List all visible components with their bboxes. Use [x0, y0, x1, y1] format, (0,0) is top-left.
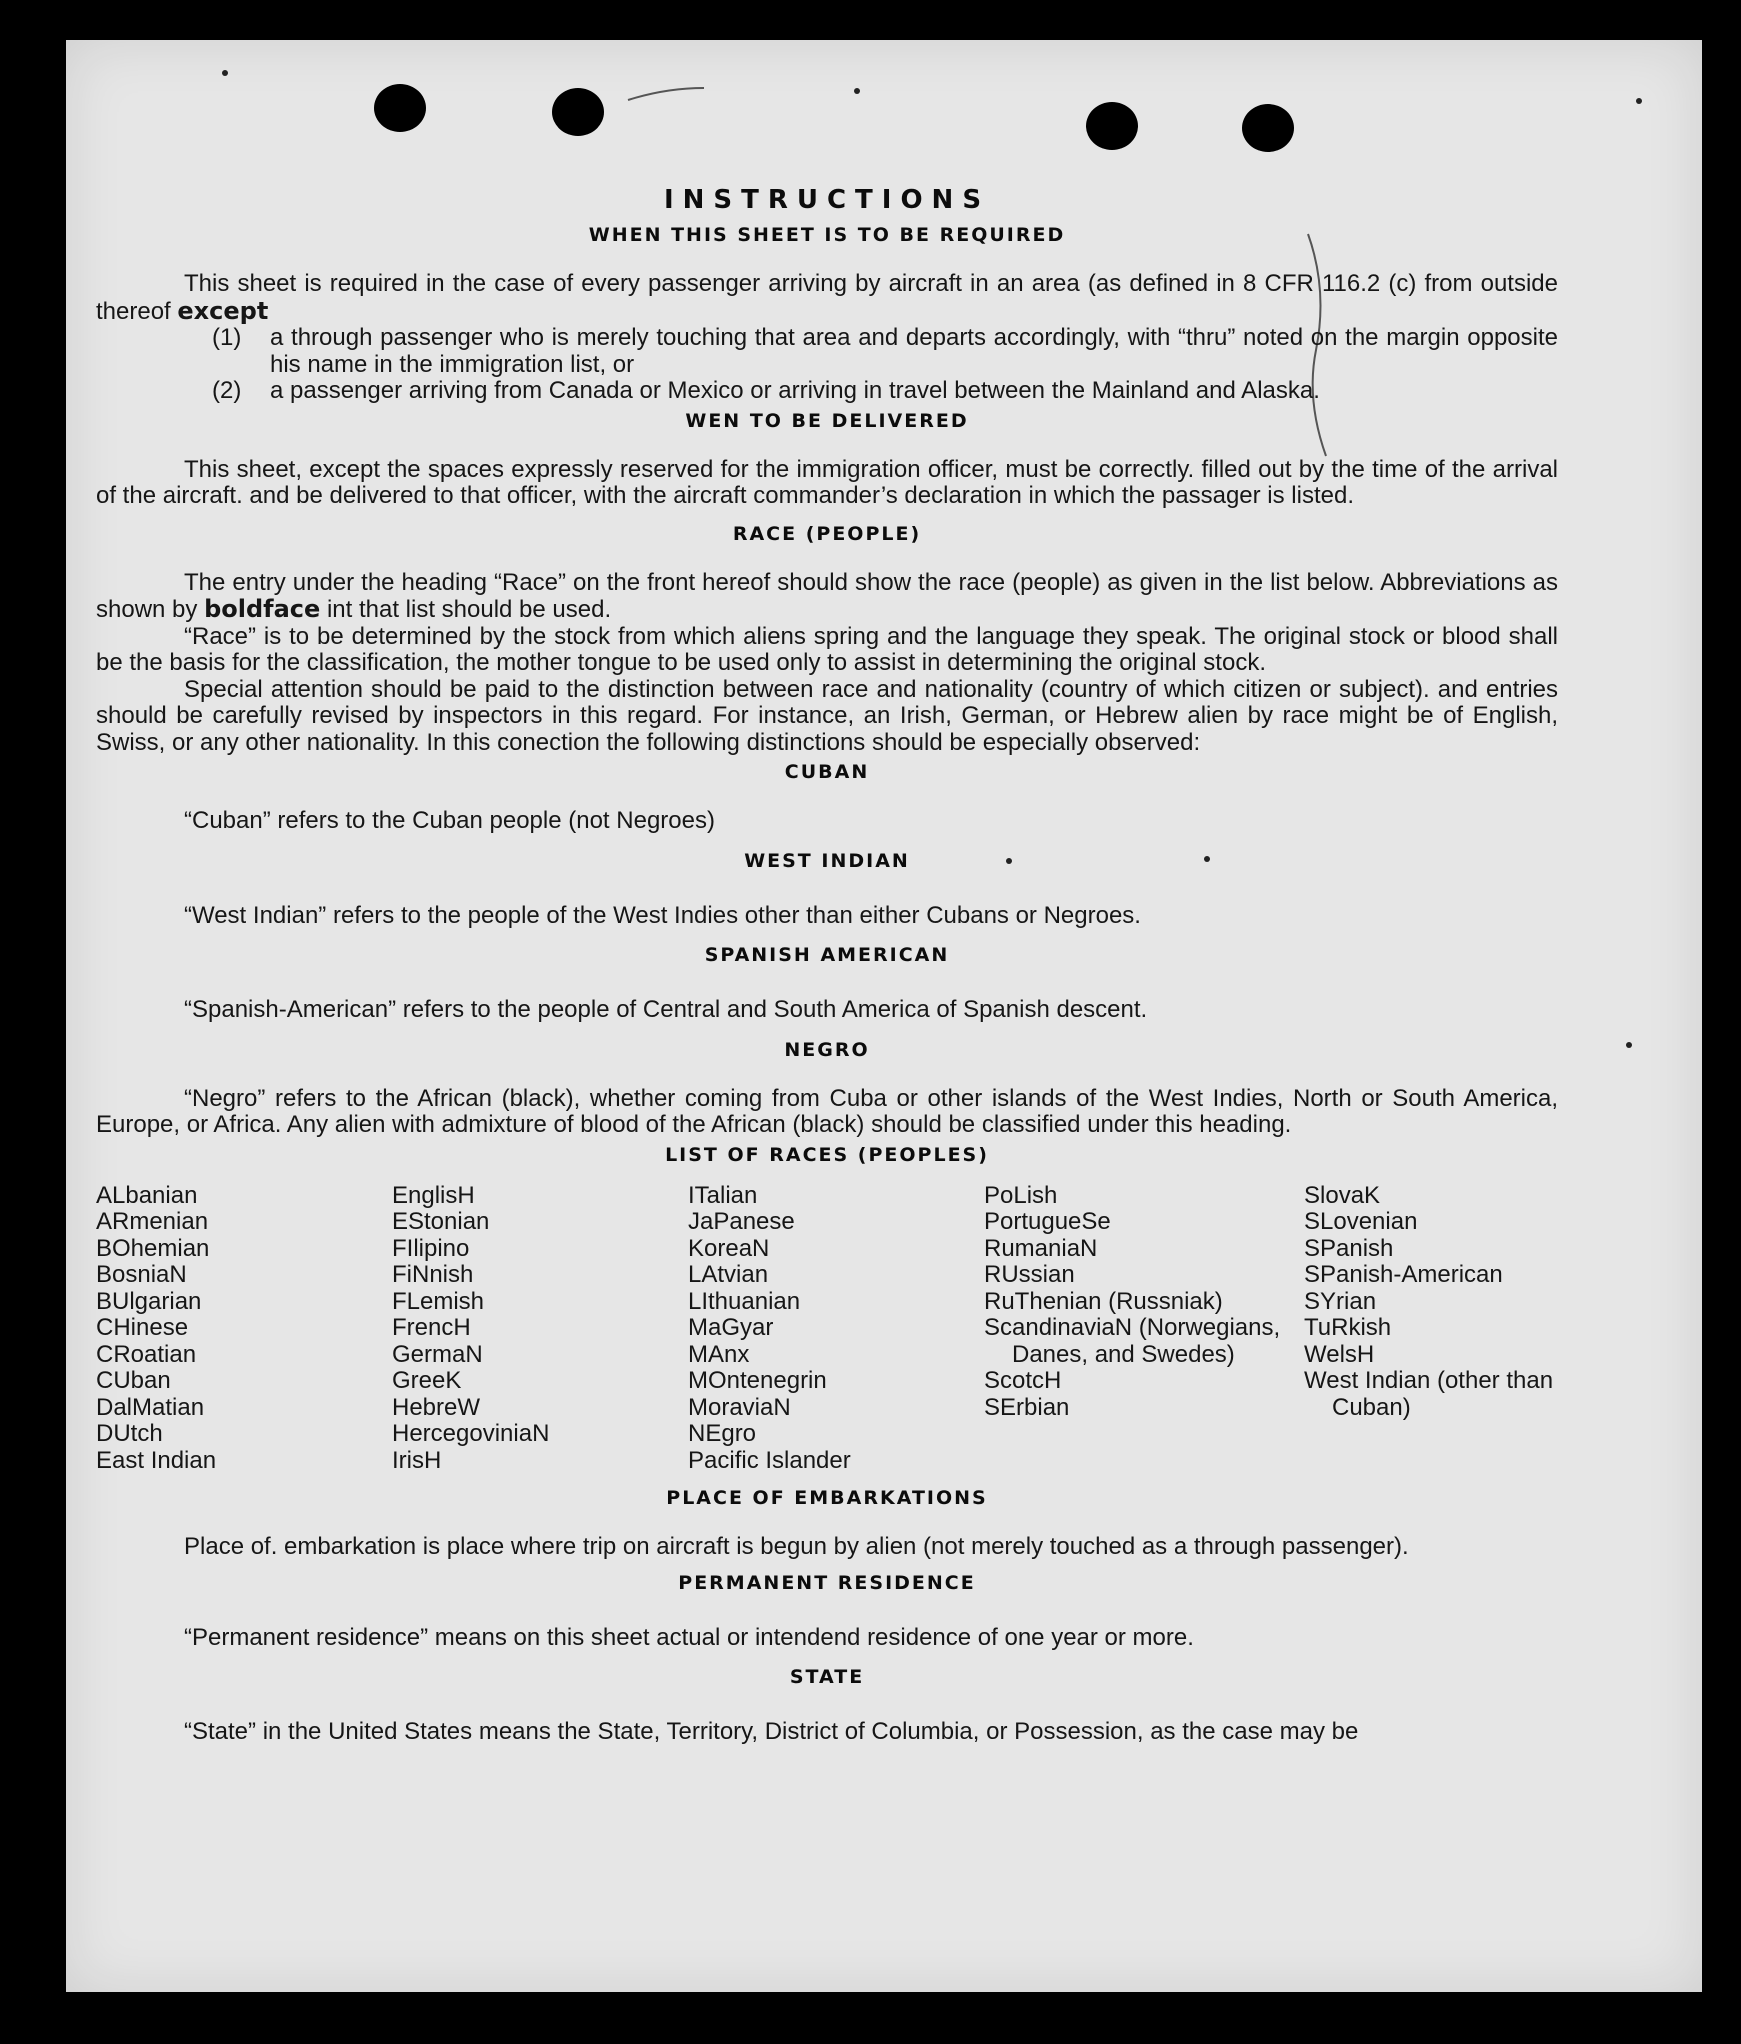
- heading-embarkation: PLACE OF EMBARKATIONS: [666, 1487, 988, 1509]
- race-entry: HebreW: [392, 1393, 481, 1421]
- punch-hole: [1242, 104, 1294, 152]
- race-entry: FiNnish: [392, 1261, 474, 1288]
- race-entry: SPanish: [1304, 1234, 1394, 1262]
- heading-negro: NEGRO: [784, 1038, 870, 1061]
- punch-hole: [374, 84, 426, 132]
- race-entry: BUlgarian: [96, 1287, 202, 1315]
- embarkation-text: Place of. embarkation is place where trip on aircraft is begun by alien (not merely touched as a through passenger).: [184, 1533, 1409, 1560]
- boldface-bold: boldface: [204, 595, 321, 623]
- race-entry: RuThenian (Russniak): [984, 1287, 1223, 1315]
- instructions-body: [96, 181, 1558, 1746]
- race-entry: DalMatian: [96, 1393, 205, 1421]
- except-bold: except: [177, 296, 269, 325]
- delivered-text: This sheet, except the spaces expressly reserved for the immigration officer, must be correctly. filled out by the time of the arrival of the aircraft. and be delivered to that officer, with the aircraft commander’s declaration in which the passager is listed.: [96, 455, 1558, 509]
- race-entry: West Indian (other than Cuban): [1304, 1367, 1554, 1421]
- race-entry: PortugueSe: [984, 1208, 1111, 1235]
- races-column: [96, 1183, 392, 1475]
- race-paragraph-2: “Race” is to be determined by the stock from which aliens spring and the language they speak. The original stock or blood shall be the basis for the classification, the mother tongue to be used only to assist in determining the original stock.: [96, 622, 1558, 676]
- race-entry: PoLish: [984, 1181, 1058, 1209]
- race-entry: East Indian: [96, 1446, 217, 1474]
- required-intro: This sheet is required in the case of every passenger arriving by aircraft in an area (as defined in 8 CFR 116.2 (c) from outside thereof except: [96, 270, 1558, 325]
- race-entry: HercegoviniaN: [392, 1420, 550, 1447]
- punch-hole: [1086, 102, 1138, 150]
- race-entry: Pacific Islander: [688, 1446, 851, 1474]
- race-entry: FLemish: [392, 1287, 485, 1315]
- race-entry: IrisH: [392, 1446, 442, 1474]
- race-entry: WelsH: [1304, 1340, 1375, 1368]
- heading-spanish-american: SPANISH AMERICAN: [704, 944, 950, 966]
- speck: [854, 88, 860, 94]
- race-entry: GermaN: [392, 1340, 483, 1368]
- races-table: [96, 1183, 1558, 1475]
- race-entry: ALbanian: [96, 1181, 198, 1209]
- race-entry: CHinese: [96, 1314, 189, 1341]
- heading-west-indian: WEST INDIAN: [744, 849, 910, 872]
- race-entry: JaPanese: [688, 1208, 795, 1235]
- race-entry: BosniaN: [96, 1261, 187, 1288]
- cuban-text: “Cuban” refers to the Cuban people (not Negroes): [184, 807, 715, 834]
- heading-required: WHEN THIS SHEET IS TO BE REQUIRED: [588, 224, 1066, 246]
- race-entry: SlovaK: [1304, 1181, 1381, 1209]
- item-text: a through passenger who is merely touching that area and departs accordingly, with “thru” noted on the margin opposite his name in the immigration list, or: [270, 324, 1558, 378]
- race-entry: EnglisH: [392, 1181, 475, 1209]
- race-entry: EStonian: [392, 1208, 490, 1235]
- race-entry: ScotcH: [984, 1367, 1062, 1394]
- races-column: [392, 1183, 688, 1475]
- race-entry: MAnx: [688, 1340, 750, 1368]
- race-entry: FIlipino: [392, 1234, 470, 1262]
- race-entry: SLovenian: [1304, 1208, 1418, 1235]
- item-number: (2): [212, 377, 242, 404]
- race-paragraph-3: Special attention should be paid to the distinction between race and nationality (country of which citizen or subject). and entries should be carefully revised by inspectors in this regard. For instance, an Irish, German, or Hebrew alien by race might be of English, Swiss, or any other nationality. In this conection the following distinctions should be especially observed:: [96, 675, 1558, 756]
- races-column: [984, 1183, 1304, 1475]
- speck: [222, 70, 228, 76]
- race-entry: ITalian: [688, 1181, 758, 1209]
- races-column: [688, 1183, 984, 1475]
- race-entry: MOntenegrin: [688, 1367, 827, 1394]
- pencil-mark: [626, 84, 706, 104]
- race-entry: LIthuanian: [688, 1287, 801, 1315]
- race-entry: CUban: [96, 1367, 171, 1394]
- list-item: [212, 325, 1558, 378]
- race-entry: LAtvian: [688, 1261, 769, 1288]
- negro-text: “Negro” refers to the African (black), whether coming from Cuba or other islands of the West Indies, North or South America, Europe, or Africa. Any alien with admixture of blood of the African (black) should be classified under this heading.: [96, 1084, 1558, 1138]
- race-entry: TuRkish: [1304, 1314, 1392, 1341]
- race-entry: SPanish-American: [1304, 1261, 1503, 1288]
- heading-permanent-residence: PERMANENT RESIDENCE: [678, 1571, 976, 1594]
- west-indian-text: “West Indian” refers to the people of the West Indies other than either Cubans or Negroes.: [184, 901, 1141, 929]
- heading-cuban: CUBAN: [784, 761, 870, 783]
- page-title: INSTRUCTIONS: [663, 185, 991, 215]
- race-entry: CRoatian: [96, 1340, 197, 1368]
- race-entry: MoraviaN: [688, 1393, 791, 1421]
- race-entry: BOhemian: [96, 1234, 210, 1262]
- race-entry: ARmenian: [96, 1208, 209, 1235]
- race-entry: MaGyar: [688, 1314, 774, 1341]
- heading-state: STATE: [789, 1666, 865, 1688]
- list-item: [212, 378, 1558, 405]
- punch-hole: [552, 88, 604, 136]
- race-entry: DUtch: [96, 1420, 163, 1447]
- item-text: a passenger arriving from Canada or Mexico or arriving in travel between the Mainland and Alaska.: [270, 377, 1320, 404]
- race-paragraph-1: The entry under the heading “Race” on the front hereof should show the race (people) as given in the list below. Abbreviations as shown by boldface int that list should be used.: [96, 568, 1558, 623]
- residence-text: “Permanent residence” means on this sheet actual or intendend residence of one year or more.: [184, 1623, 1194, 1651]
- spanish-american-text: “Spanish-American” refers to the people of Central and South America of Spanish descent.: [184, 996, 1148, 1023]
- race-entry: RUssian: [984, 1261, 1075, 1288]
- heading-delivered: WEN TO BE DELIVERED: [685, 409, 969, 432]
- heading-race: RACE (PEOPLE): [732, 522, 922, 545]
- race-entry: NEgro: [688, 1420, 757, 1447]
- race-entry: ScandinaviaN (Norwegians, Danes, and Swedes): [984, 1314, 1281, 1368]
- race-entry: KoreaN: [688, 1234, 770, 1262]
- race-entry: SYrian: [1304, 1287, 1377, 1315]
- race-entry: FrencH: [392, 1314, 471, 1341]
- heading-list-of-races: LIST OF RACES (PEOPLES): [665, 1143, 989, 1166]
- race-entry: RumaniaN: [984, 1234, 1098, 1262]
- race-entry: SErbian: [984, 1393, 1070, 1421]
- speck: [1626, 1042, 1632, 1048]
- speck: [1636, 98, 1642, 104]
- state-text: “State” in the United States means the State, Territory, District of Columbia, or Possession, as the case may be: [184, 1718, 1359, 1745]
- races-column: [1304, 1183, 1558, 1475]
- race-entry: GreeK: [392, 1367, 462, 1394]
- item-number: (1): [212, 324, 242, 351]
